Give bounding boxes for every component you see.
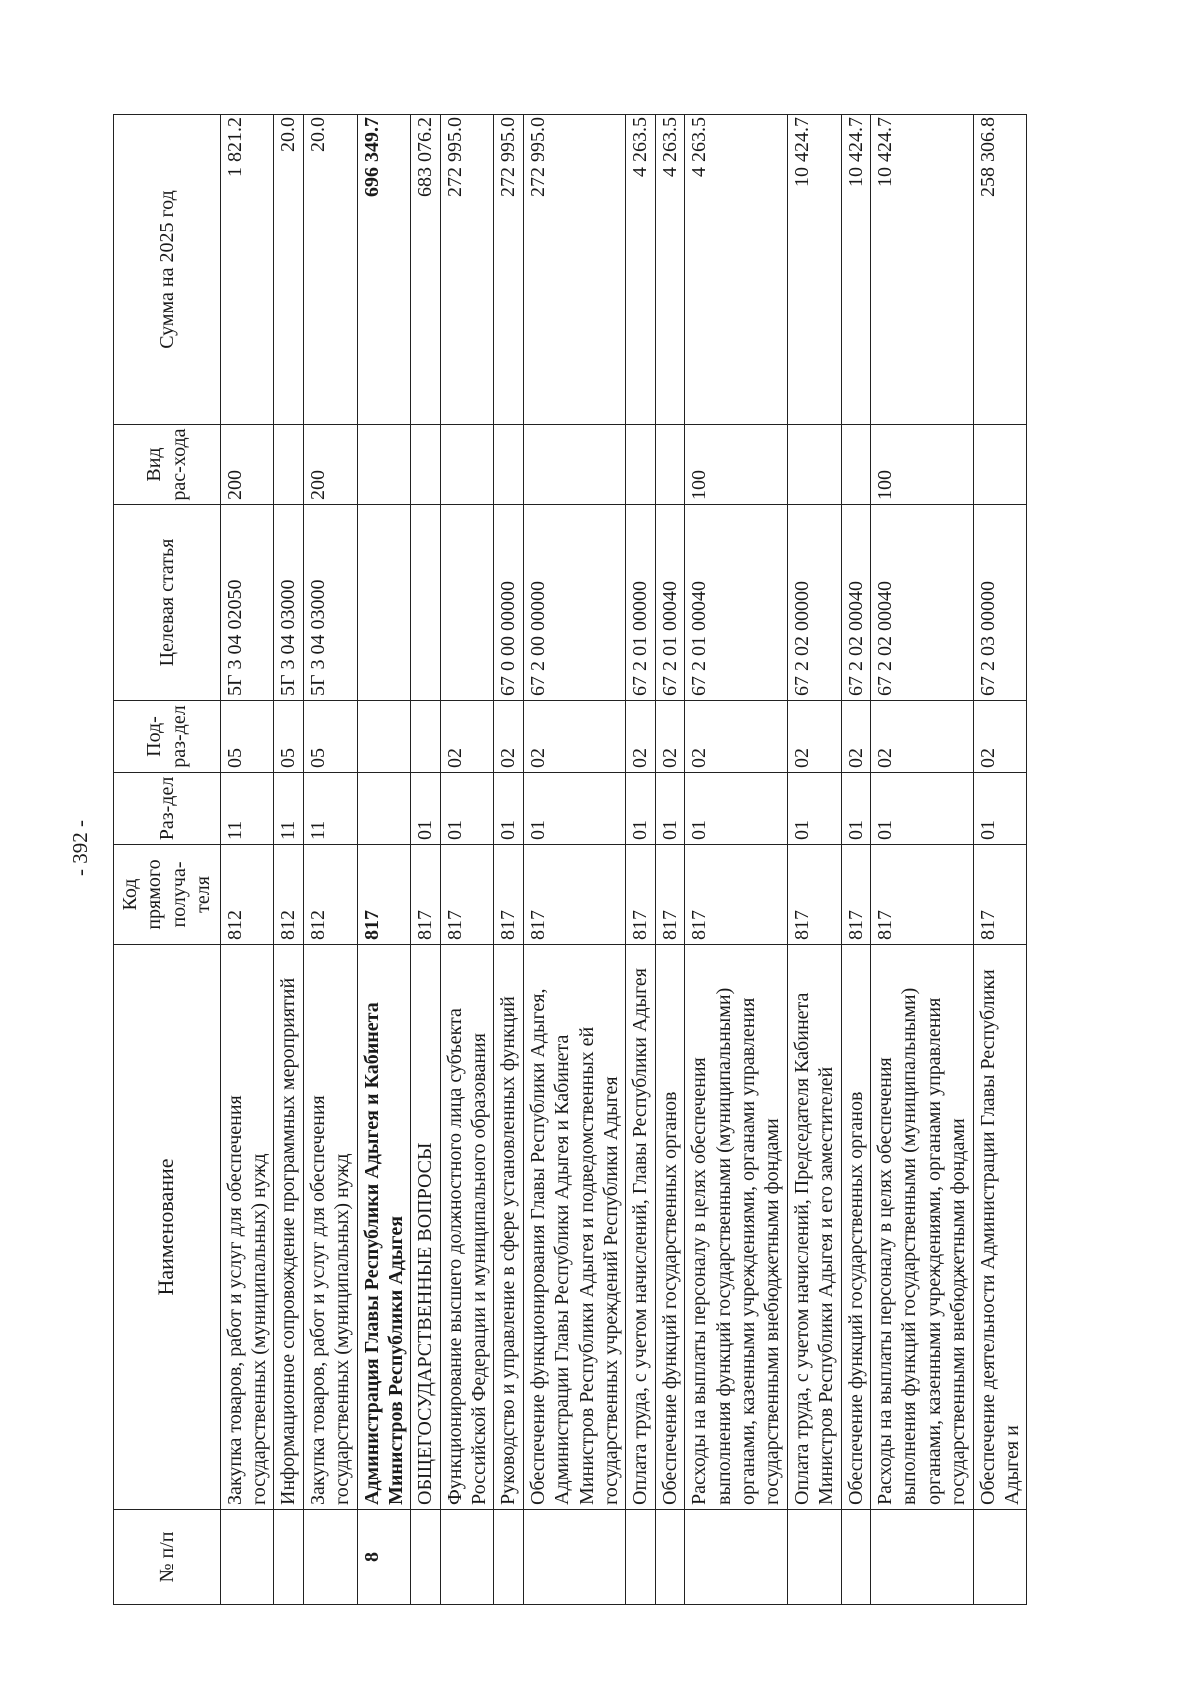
row-section: 01 <box>440 773 494 845</box>
row-expense-type: 200 <box>303 425 357 505</box>
row-subsection: 02 <box>440 701 494 773</box>
row-number <box>274 1510 303 1605</box>
row-expense-type <box>655 425 684 505</box>
row-expense-type <box>787 425 841 505</box>
row-sum: 10 424.7 <box>870 115 973 425</box>
row-subsection: 02 <box>973 701 1027 773</box>
row-number <box>440 1510 494 1605</box>
row-recipient-code: 817 <box>655 845 684 945</box>
row-subsection: 02 <box>626 701 655 773</box>
row-sum: 20.0 <box>274 115 303 425</box>
row-sum: 696 349.7 <box>357 115 411 425</box>
row-number <box>870 1510 973 1605</box>
table-header-row <box>114 115 221 1605</box>
row-expense-type <box>841 425 870 505</box>
row-sum: 1 821.2 <box>220 115 274 425</box>
col-header-subsection: Под-раз-дел <box>114 701 221 773</box>
row-target-article <box>440 505 494 701</box>
row-expense-type <box>626 425 655 505</box>
row-name: Обеспечение деятельности Администрации Главы Республики Адыгея и <box>973 945 1027 1510</box>
table-row <box>411 115 440 1605</box>
row-number <box>685 1510 788 1605</box>
row-section: 01 <box>655 773 684 845</box>
row-number <box>973 1510 1027 1605</box>
row-sum: 10 424.7 <box>787 115 841 425</box>
row-sum: 683 076.2 <box>411 115 440 425</box>
table-row <box>655 115 684 1605</box>
row-name: Оплата труда, с учетом начислений, Председателя Кабинета Министров Республики Адыгея и его заместителей <box>787 945 841 1510</box>
row-number <box>787 1510 841 1605</box>
row-recipient-code: 817 <box>626 845 655 945</box>
row-subsection <box>357 701 411 773</box>
table-row <box>440 115 494 1605</box>
row-section: 01 <box>523 773 626 845</box>
row-subsection: 02 <box>841 701 870 773</box>
row-number <box>626 1510 655 1605</box>
row-recipient-code: 817 <box>787 845 841 945</box>
row-number <box>220 1510 274 1605</box>
row-recipient-code: 817 <box>357 845 411 945</box>
row-sum: 258 306.8 <box>973 115 1027 425</box>
table-row <box>274 115 303 1605</box>
row-name: Закупка товаров, работ и услуг для обеспечения государственных (муниципальных) нужд <box>220 945 274 1510</box>
row-recipient-code: 817 <box>973 845 1027 945</box>
row-subsection: 02 <box>523 701 626 773</box>
row-expense-type: 100 <box>685 425 788 505</box>
row-target-article: 67 2 01 00000 <box>626 505 655 701</box>
row-target-article: 67 2 02 00000 <box>787 505 841 701</box>
row-number <box>411 1510 440 1605</box>
row-name: Информационное сопровождение программных мероприятий <box>274 945 303 1510</box>
row-expense-type <box>357 425 411 505</box>
row-subsection: 02 <box>870 701 973 773</box>
row-section: 01 <box>411 773 440 845</box>
table-row <box>626 115 655 1605</box>
row-name: Обеспечение функций государственных органов <box>841 945 870 1510</box>
row-sum: 20.0 <box>303 115 357 425</box>
row-target-article: 67 2 00 00000 <box>523 505 626 701</box>
row-name: Закупка товаров, работ и услуг для обеспечения государственных (муниципальных) нужд <box>303 945 357 1510</box>
row-number <box>655 1510 684 1605</box>
table-row <box>870 115 973 1605</box>
row-target-article: 67 2 02 00040 <box>870 505 973 701</box>
col-header-name: Наименование <box>114 945 221 1510</box>
row-recipient-code: 817 <box>841 845 870 945</box>
row-expense-type <box>440 425 494 505</box>
row-expense-type: 200 <box>220 425 274 505</box>
budget-table-container <box>113 115 1063 1605</box>
row-target-article: 67 2 02 00040 <box>841 505 870 701</box>
row-name: Обеспечение функций государственных органов <box>655 945 684 1510</box>
row-recipient-code: 812 <box>274 845 303 945</box>
row-expense-type <box>523 425 626 505</box>
row-number <box>523 1510 626 1605</box>
row-recipient-code: 817 <box>494 845 523 945</box>
row-sum: 10 424.7 <box>841 115 870 425</box>
table-body <box>220 115 1027 1605</box>
row-subsection: 02 <box>494 701 523 773</box>
row-subsection: 02 <box>655 701 684 773</box>
row-number <box>841 1510 870 1605</box>
row-name: Функционирование высшего должностного лица субъекта Российской Федерации и муниципального образования <box>440 945 494 1510</box>
row-subsection <box>411 701 440 773</box>
row-target-article: 5Г 3 04 03000 <box>274 505 303 701</box>
row-section: 01 <box>626 773 655 845</box>
table-row <box>523 115 626 1605</box>
row-recipient-code: 817 <box>685 845 788 945</box>
col-header-num: № п/п <box>114 1510 221 1605</box>
row-subsection: 02 <box>787 701 841 773</box>
row-recipient-code: 812 <box>220 845 274 945</box>
page-number: - 392 - <box>68 820 92 876</box>
row-section: 01 <box>494 773 523 845</box>
col-header-target: Целевая статья <box>114 505 221 701</box>
table-row <box>494 115 523 1605</box>
row-sum: 272 995.0 <box>494 115 523 425</box>
row-recipient-code: 812 <box>303 845 357 945</box>
row-name: Руководство и управление в сфере установленных функций <box>494 945 523 1510</box>
table-row <box>220 115 274 1605</box>
row-name: Администрация Главы Республики Адыгея и Кабинета Министров Республики Адыгея <box>357 945 411 1510</box>
row-subsection: 05 <box>274 701 303 773</box>
row-section: 01 <box>685 773 788 845</box>
col-header-recipient: Код прямого получа-теля <box>114 845 221 945</box>
row-sum: 4 263.5 <box>655 115 684 425</box>
budget-table <box>113 114 1027 1605</box>
col-header-section: Раз-дел <box>114 773 221 845</box>
row-name: Расходы на выплаты персоналу в целях обеспечения выполнения функций государственными (муниципальными) органами, казенными учреждениями, органами управления государственными внебюджетными фондами <box>870 945 973 1510</box>
row-number <box>303 1510 357 1605</box>
row-section: 11 <box>303 773 357 845</box>
row-target-article: 5Г 3 04 03000 <box>303 505 357 701</box>
row-target-article: 67 2 01 00040 <box>655 505 684 701</box>
table-row <box>787 115 841 1605</box>
row-section <box>357 773 411 845</box>
row-subsection: 02 <box>685 701 788 773</box>
row-number <box>494 1510 523 1605</box>
row-section: 01 <box>973 773 1027 845</box>
row-expense-type <box>494 425 523 505</box>
row-expense-type: 100 <box>870 425 973 505</box>
row-name: Оплата труда, с учетом начислений, Главы Республики Адыгея <box>626 945 655 1510</box>
row-expense-type <box>274 425 303 505</box>
row-target-article <box>357 505 411 701</box>
row-expense-type <box>973 425 1027 505</box>
row-target-article: 5Г 3 04 02050 <box>220 505 274 701</box>
row-section: 11 <box>220 773 274 845</box>
row-subsection: 05 <box>303 701 357 773</box>
table-row <box>303 115 357 1605</box>
row-name: Обеспечение функционирования Главы Республики Адыгея, Администрации Главы Республики Адыгея и Кабинета Министров Республики Адыгея и подведомственных ей государственных учреждений Республики Адыгея <box>523 945 626 1510</box>
row-recipient-code: 817 <box>523 845 626 945</box>
row-recipient-code: 817 <box>440 845 494 945</box>
row-name: ОБЩЕГОСУДАРСТВЕННЫЕ ВОПРОСЫ <box>411 945 440 1510</box>
row-target-article: 67 2 03 00000 <box>973 505 1027 701</box>
row-section: 11 <box>274 773 303 845</box>
row-target-article <box>411 505 440 701</box>
row-section: 01 <box>870 773 973 845</box>
col-header-sum: Сумма на 2025 год <box>114 115 221 425</box>
row-section: 01 <box>841 773 870 845</box>
row-name: Расходы на выплаты персоналу в целях обеспечения выполнения функций государственными (муниципальными) органами, казенными учреждениями, органами управления государственными внебюджетными фондами <box>685 945 788 1510</box>
row-recipient-code: 817 <box>411 845 440 945</box>
table-row <box>841 115 870 1605</box>
row-sum: 4 263.5 <box>685 115 788 425</box>
row-sum: 4 263.5 <box>626 115 655 425</box>
row-subsection: 05 <box>220 701 274 773</box>
table-row <box>973 115 1027 1605</box>
row-target-article: 67 0 00 00000 <box>494 505 523 701</box>
col-header-expense: Вид рас-хода <box>114 425 221 505</box>
row-expense-type <box>411 425 440 505</box>
row-section: 01 <box>787 773 841 845</box>
row-number: 8 <box>357 1510 411 1605</box>
row-recipient-code: 817 <box>870 845 973 945</box>
row-sum: 272 995.0 <box>440 115 494 425</box>
row-target-article: 67 2 01 00040 <box>685 505 788 701</box>
row-sum: 272 995.0 <box>523 115 626 425</box>
table-row <box>685 115 788 1605</box>
table-row <box>357 115 411 1605</box>
